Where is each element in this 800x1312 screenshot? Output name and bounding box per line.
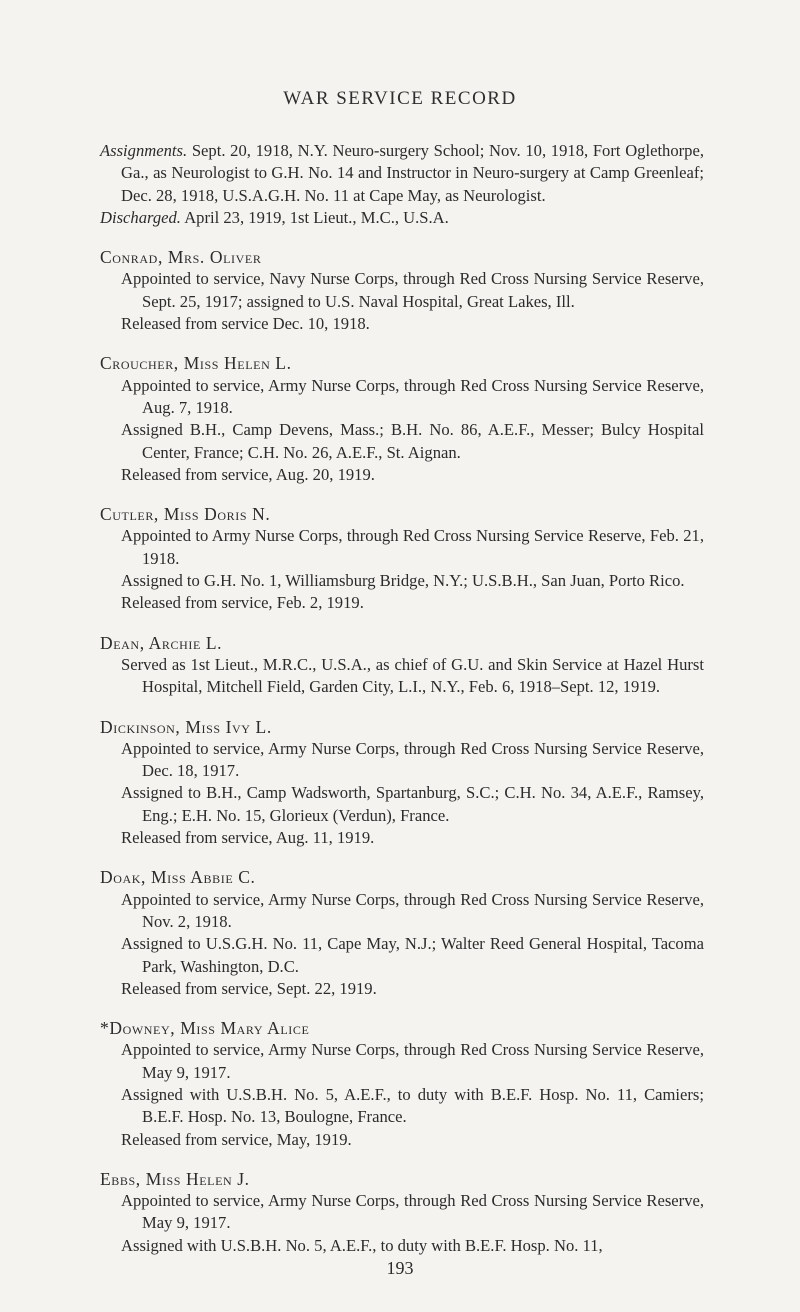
entry-line: Served as 1st Lieut., M.R.C., U.S.A., as chief of G.U. and Skin Service at Hazel Hurst Hospital, Mitchell Field, Garden City, L.I., N.Y., Feb. 6, 1918–Sept. 12, 1919. [121,654,704,697]
record-entry [100,1168,704,1257]
entry-line: Assigned B.H., Camp Devens, Mass.; B.H. No. 86, A.E.F., Messer; Bulcy Hospital Center, France; C.H. No. 26, A.E.F., St. Aignan. [121,420,704,462]
entry-line: Released from service, Feb. 2, 1919. [121,593,364,613]
assignments-paragraph [100,140,704,207]
entry-name: Dean, Archie L. [100,632,223,653]
entry-name: Dickinson, Miss Ivy L. [100,716,272,737]
entry-line: Released from service Dec. 10, 1918. [121,314,370,334]
entry-line: Released from service, May, 1919. [121,1129,352,1149]
entry-line: Appointed to Army Nurse Corps, through Red Cross Nursing Service Reserve, Feb. 21, 1918. [121,526,704,568]
record-entry [100,866,704,1000]
entry-line: Released from service, Aug. 20, 1919. [121,464,375,484]
entry-line: Appointed to service, Army Nurse Corps, through Red Cross Nursing Service Reserve, Nov. 2, 1918. [121,889,704,931]
record-entry [100,716,704,850]
entry-line: Appointed to service, Army Nurse Corps, through Red Cross Nursing Service Reserve, May 9, 1917. [121,1191,704,1233]
record-entry [100,503,704,614]
entry-line: Assigned to B.H., Camp Wadsworth, Spartanburg, S.C.; C.H. No. 34, A.E.F., Ramsey, Eng.; E.H. No. 15, Glorieux (Verdun), France. [121,783,704,825]
entry-line: Assigned to G.H. No. 1, Williamsburg Bridge, N.Y.; U.S.B.H., San Juan, Porto Rico. [121,571,685,591]
entries-list [100,246,704,1257]
entry-line: Assigned with U.S.B.H. No. 5, A.E.F., to duty with B.E.F. Hosp. No. 11, Camiers; B.E.F. Hosp. No. 13, Boulogne, France. [121,1084,704,1127]
entry-name: Doak, Miss Abbie C. [100,867,256,888]
assignments-text: Sept. 20, 1918, N.Y. Neuro-surgery School; Nov. 10, 1918, Fort Oglethorpe, Ga., as Neurologist to G.H. No. 14 and Instructor in Neuro-surgery at Camp Greenleaf; Dec. 28, 1918, U.S.A.G.H. No. 11 at Cape May, as Neurologist. [121,141,704,205]
page-number: 193 [386,1258,414,1278]
assignments-label: Assignments. [100,141,188,160]
entry-name: Cutler, Miss Doris N. [100,504,271,525]
record-entry [100,246,704,335]
entry-line: Appointed to service, Army Nurse Corps, through Red Cross Nursing Service Reserve, Aug. 7, 1918. [121,375,704,417]
record-entry [100,352,704,486]
discharged-paragraph [100,207,704,229]
entry-name: Croucher, Miss Helen L. [100,353,292,374]
entry-name: Conrad, Mrs. Oliver [100,247,262,268]
discharged-label: Discharged. [100,207,181,227]
record-entry [100,1017,704,1151]
record-entry [100,632,704,699]
entry-name: *Downey, Miss Mary Alice [100,1018,310,1039]
entry-line: Appointed to service, Army Nurse Corps, through Red Cross Nursing Service Reserve, Dec. 18, 1917. [121,738,704,781]
page-body [100,140,704,1257]
entry-line: Released from service, Aug. 11, 1919. [121,828,375,848]
discharged-text: April 23, 1919, 1st Lieut., M.C., U.S.A. [180,207,449,227]
entry-line: Assigned with U.S.B.H. No. 5, A.E.F., to duty with B.E.F. Hosp. No. 11, [121,1235,603,1255]
entry-line: Appointed to service, Army Nurse Corps, through Red Cross Nursing Service Reserve, May 9, 1917. [121,1040,704,1082]
entry-line: Released from service, Sept. 22, 1919. [121,978,377,998]
running-head: WAR SERVICE RECORD [283,88,517,109]
entry-name: Ebbs, Miss Helen J. [100,1168,250,1189]
entry-line: Assigned to U.S.G.H. No. 11, Cape May, N.J.; Walter Reed General Hospital, Tacoma Park, Washington, D.C. [121,934,704,976]
entry-line: Appointed to service, Navy Nurse Corps, through Red Cross Nursing Service Reserve, Sept. 25, 1917; assigned to U.S. Naval Hospital, Great Lakes, Ill. [121,269,704,311]
